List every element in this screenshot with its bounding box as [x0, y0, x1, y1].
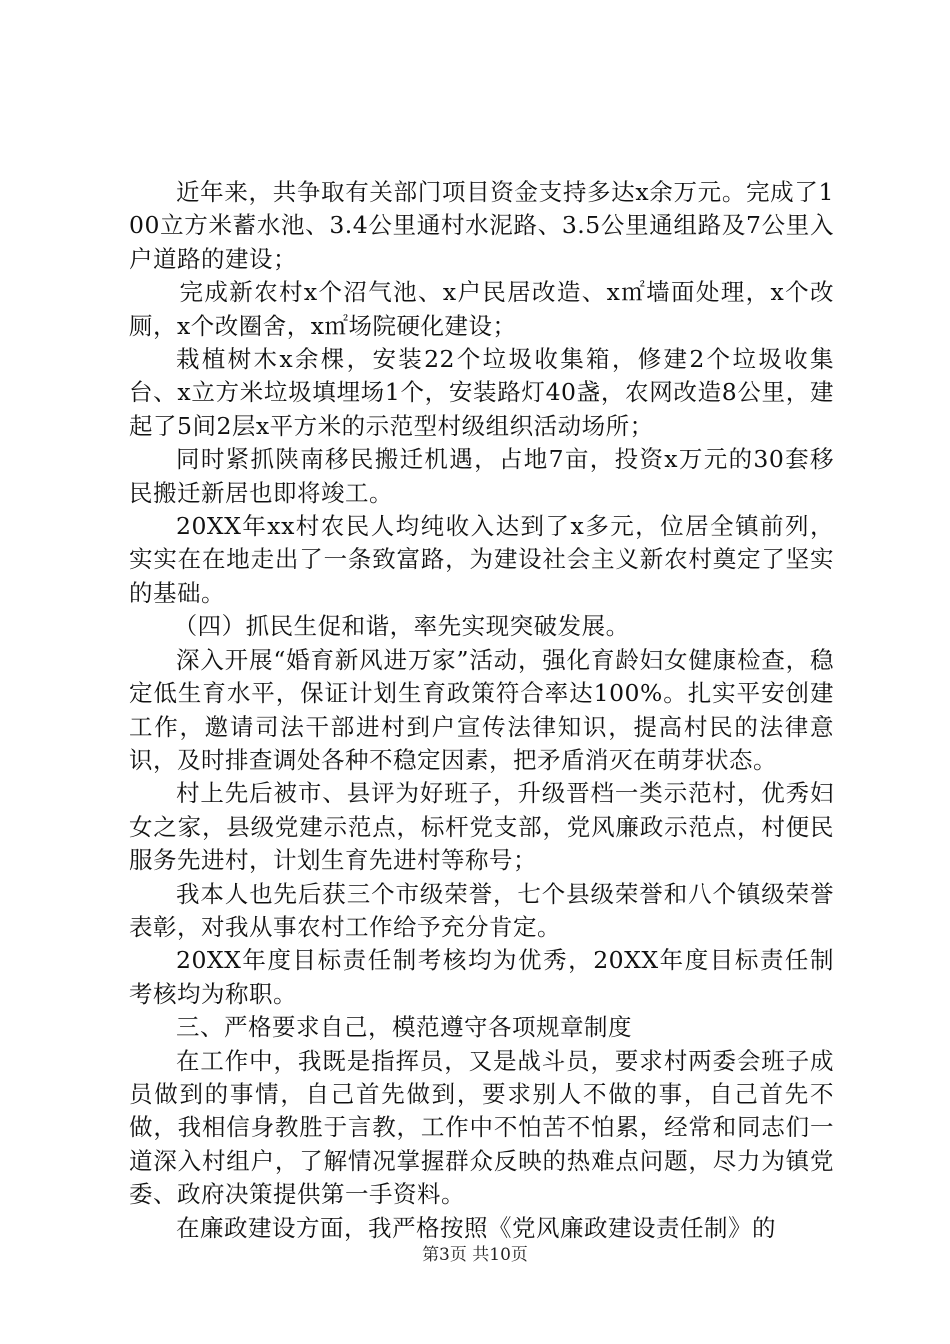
paragraph-assessment: 20XX年度目标责任制考核均为优秀，20XX年度目标责任制考核均为称职。 [129, 946, 834, 1008]
paragraph-income: 20XX年xx村农民人均纯收入达到了x多元，位居全镇前列，实实在在地走出了一条致富路，为建设社会主义新农村奠定了坚实的基础。 [129, 512, 834, 607]
paragraph-village-honors: 村上先后被市、县评为好班子，升级晋档一类示范村，优秀妇女之家，县级党建示范点，标杆党支部，党风廉政示范点，村便民服务先进村，计划生育先进村等称号； [129, 779, 834, 875]
paragraph-relocation: 同时紧抓陕南移民搬迁机遇，占地7亩，投资x万元的30套移民搬迁新居也即将竣工。 [129, 445, 834, 507]
paragraph-infrastructure: 栽植树木x余棵，安装22个垃圾收集箱，修建2个垃圾收集台、x立方米垃圾填埋场1个，安装路灯40盏，农网改造8公里，建起了5间2层x平方米的示范型村级组织活动场所； [129, 345, 834, 440]
page-number-footer: 第3页 共10页 [422, 1245, 528, 1265]
section-heading-discipline: 三、严格要求自己，模范遵守各项规章制度 [176, 1013, 632, 1042]
document-body [129, 176, 834, 1245]
section-heading-livelihood: （四）抓民生促和谐，率先实现突破发展。 [173, 612, 630, 641]
paragraph-leadership: 在工作中，我既是指挥员，又是战斗员，要求村两委会班子成员做到的事情，自己首先做到，要求别人不做的事，自己首先不做，我相信身教胜于言教，工作中不怕苦不怕累，经常和同志们一道深入村组户，了解情况掌握群众反映的热难点问题，尽力为镇党委、政府决策提供第一手资料。 [129, 1046, 834, 1209]
paragraph-family-planning: 深入开展“婚育新风进万家”活动，强化育龄妇女健康检查，稳定低生育水平，保证计划生育政策符合率达100%。扎实平安创建工作，邀请司法干部进村到户宣传法律知识，提高村民的法律意识，及时排查调处各种不稳定因素，把矛盾消灭在萌芽状态。 [129, 645, 834, 774]
paragraph-funding: 近年来，共争取有关部门项目资金支持多达x余万元。完成了100立方米蓄水池、3.4公里通村水泥路、3.5公里通组路及7公里入户道路的建设； [129, 178, 834, 273]
paragraph-personal-honors: 我本人也先后获三个市级荣誉，七个县级荣誉和八个镇级荣誉表彰，对我从事农村工作给予充分肯定。 [129, 879, 834, 941]
paragraph-new-village: 完成新农村x个沼气池、x户民居改造、x㎡墙面处理，x个改厕，x个改圈舍，x㎡场院硬化建设； [129, 278, 834, 340]
paragraph-integrity: 在廉政建设方面，我严格按照《党风廉政建设责任制》的 [176, 1213, 776, 1242]
